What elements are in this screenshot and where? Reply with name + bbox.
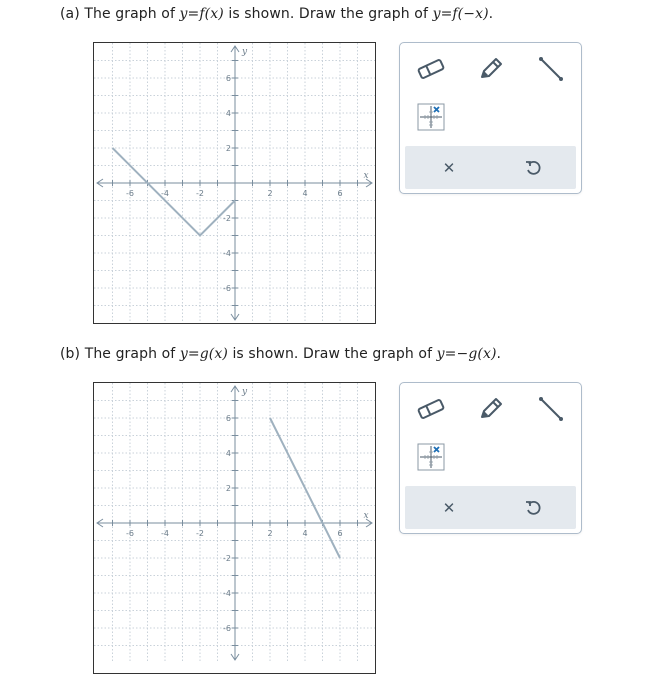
- y-tick-label: -4: [223, 249, 231, 258]
- undo-button[interactable]: [517, 155, 549, 181]
- x-axis-label: x: [363, 171, 369, 181]
- undo-button[interactable]: [517, 495, 549, 521]
- y-tick-label: -2: [223, 554, 231, 563]
- graph-canvas-a[interactable]: [93, 42, 376, 324]
- x-tick-label: -2: [196, 189, 204, 198]
- x-tick-label: 2: [267, 189, 273, 198]
- coordinate-plane-b[interactable]: [94, 383, 375, 663]
- line-tool[interactable]: [534, 395, 568, 423]
- action-bar: [405, 486, 576, 529]
- prompt-text: .: [496, 346, 502, 362]
- graph-settings-icon: [417, 103, 445, 131]
- undo-icon: [524, 159, 542, 177]
- x-tick-label: 4: [302, 189, 308, 198]
- x-tick-label: -6: [126, 529, 134, 538]
- x-tick-label: -4: [161, 529, 169, 538]
- part-label: (b): [60, 346, 81, 362]
- eraser-tool[interactable]: [414, 55, 448, 83]
- part-label: (a): [60, 6, 80, 22]
- toolbox-a: [399, 42, 582, 194]
- x-tick-label: 6: [337, 529, 343, 538]
- graph-settings-icon: [417, 443, 445, 471]
- x-tick-label: 4: [302, 529, 308, 538]
- line-segment-icon: [536, 395, 566, 423]
- x-tick-label: 2: [267, 529, 273, 538]
- axes: [97, 386, 372, 660]
- given-function: y=g(x): [179, 346, 228, 362]
- toolbox-b: [399, 382, 582, 534]
- line-segment-icon: [536, 55, 566, 83]
- axes: [97, 46, 372, 320]
- prompt-text: is shown. Draw the graph of: [223, 6, 433, 22]
- action-bar: [405, 146, 576, 189]
- y-axis-label: y: [242, 387, 248, 397]
- y-tick-label: -6: [223, 284, 231, 293]
- x-tick-label: -6: [126, 189, 134, 198]
- clear-icon: ✕: [442, 159, 456, 177]
- x-tick-label: -4: [161, 189, 169, 198]
- y-tick-label: -6: [223, 624, 231, 633]
- y-tick-label: 4: [225, 109, 231, 118]
- y-tick-label: 4: [225, 449, 231, 458]
- x-tick-label: -2: [196, 529, 204, 538]
- y-axis-label: y: [242, 47, 248, 57]
- pencil-icon: [477, 396, 505, 422]
- prompt-text: is shown. Draw the graph of: [227, 346, 437, 362]
- y-tick-label: 2: [225, 144, 231, 153]
- graph-canvas-b[interactable]: [93, 382, 376, 674]
- pencil-icon: [477, 56, 505, 82]
- clear-button[interactable]: [433, 495, 465, 521]
- given-function: y=f(x): [179, 6, 224, 22]
- undo-icon: [524, 499, 542, 517]
- y-tick-label: -2: [223, 214, 231, 223]
- eraser-tool[interactable]: [414, 395, 448, 423]
- prompt-part-b: [60, 346, 501, 362]
- eraser-icon: [416, 58, 446, 80]
- line-tool[interactable]: [534, 55, 568, 83]
- graph-settings-tool[interactable]: [414, 443, 448, 471]
- x-axis-label: x: [363, 511, 369, 521]
- prompt-text: .: [488, 6, 494, 22]
- y-tick-label: 6: [225, 414, 231, 423]
- pencil-tool[interactable]: [474, 395, 508, 423]
- clear-icon: ✕: [442, 499, 456, 517]
- graph-settings-tool[interactable]: [414, 103, 448, 131]
- clear-button[interactable]: [433, 155, 465, 181]
- coordinate-plane-a[interactable]: [94, 43, 375, 323]
- eraser-icon: [416, 398, 446, 420]
- prompt-text: The graph of: [84, 6, 180, 22]
- y-tick-label: 6: [225, 74, 231, 83]
- prompt-text: The graph of: [84, 346, 180, 362]
- pencil-tool[interactable]: [474, 55, 508, 83]
- target-function: y=−g(x): [436, 346, 497, 362]
- y-tick-label: 2: [225, 484, 231, 493]
- target-function: y=f(−x): [432, 6, 489, 22]
- prompt-part-a: [60, 6, 493, 22]
- y-tick-label: -4: [223, 589, 231, 598]
- x-tick-label: 6: [337, 189, 343, 198]
